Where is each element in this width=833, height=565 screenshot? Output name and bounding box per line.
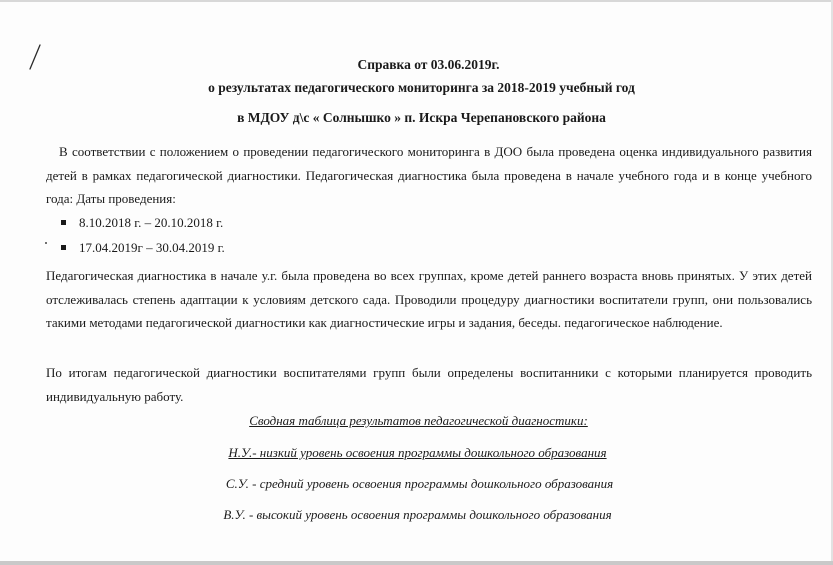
date-range-text: 17.04.2019г – 30.04.2019 г. bbox=[79, 240, 225, 255]
intro-paragraph bbox=[46, 140, 812, 211]
document-title: Справка от 03.06.2019г. bbox=[357, 57, 500, 72]
legend-medium-level: С.У. - средний уровень освоения программы дошкольного образования bbox=[225, 476, 614, 491]
bullet-icon bbox=[61, 245, 66, 250]
summary-table-caption: Сводная таблица результатов педагогической диагностики: bbox=[249, 413, 588, 428]
intro-text: В соответствии с положением о проведении педагогического мониторинга в ДОО была проведена оценка индивидуального развития детей в рамках педагогической диагностики. Педагогическая диагностика была проведена в начале учебного года и в конце учебного года: Даты проведения: bbox=[46, 144, 812, 206]
legend-high-level: В.У. - высокий уровень освоения программы дошкольного образования bbox=[223, 507, 612, 522]
results-paragraph: По итогам педагогической диагностики воспитателями групп были определены воспитанники с которыми планируется проводить индивидуальную работу. bbox=[46, 365, 812, 404]
dates-list bbox=[60, 210, 225, 260]
scan-edge-top bbox=[0, 0, 833, 2]
document-subtitle: о результатах педагогического мониторинга за 2018-2019 учебный год bbox=[208, 80, 635, 95]
scan-edge-bottom bbox=[0, 561, 833, 565]
institution-line: в МДОУ д\с « Солнышко » п. Искра Черепановского района bbox=[237, 110, 606, 125]
bullet-icon bbox=[61, 220, 66, 225]
legend-low-level: Н.У.- низкий уровень освоения программы дошкольного образования bbox=[228, 445, 607, 460]
stray-dot bbox=[45, 242, 47, 244]
date-range-text: 8.10.2018 г. – 20.10.2018 г. bbox=[79, 215, 224, 230]
date-item bbox=[60, 210, 225, 235]
date-item bbox=[60, 235, 225, 260]
diagnostics-paragraph: Педагогическая диагностика в начале у.г. была проведена во всех группах, кроме детей раннего возраста вновь принятых. У этих детей отслеживалась степень адаптации к условиям детского сада. Проводили процедуру диагностики воспитатели групп, они пользовались такими методами педагогической диагностики как диагностические игры и задания, беседы. педагогическое наблюдение. bbox=[46, 268, 812, 330]
